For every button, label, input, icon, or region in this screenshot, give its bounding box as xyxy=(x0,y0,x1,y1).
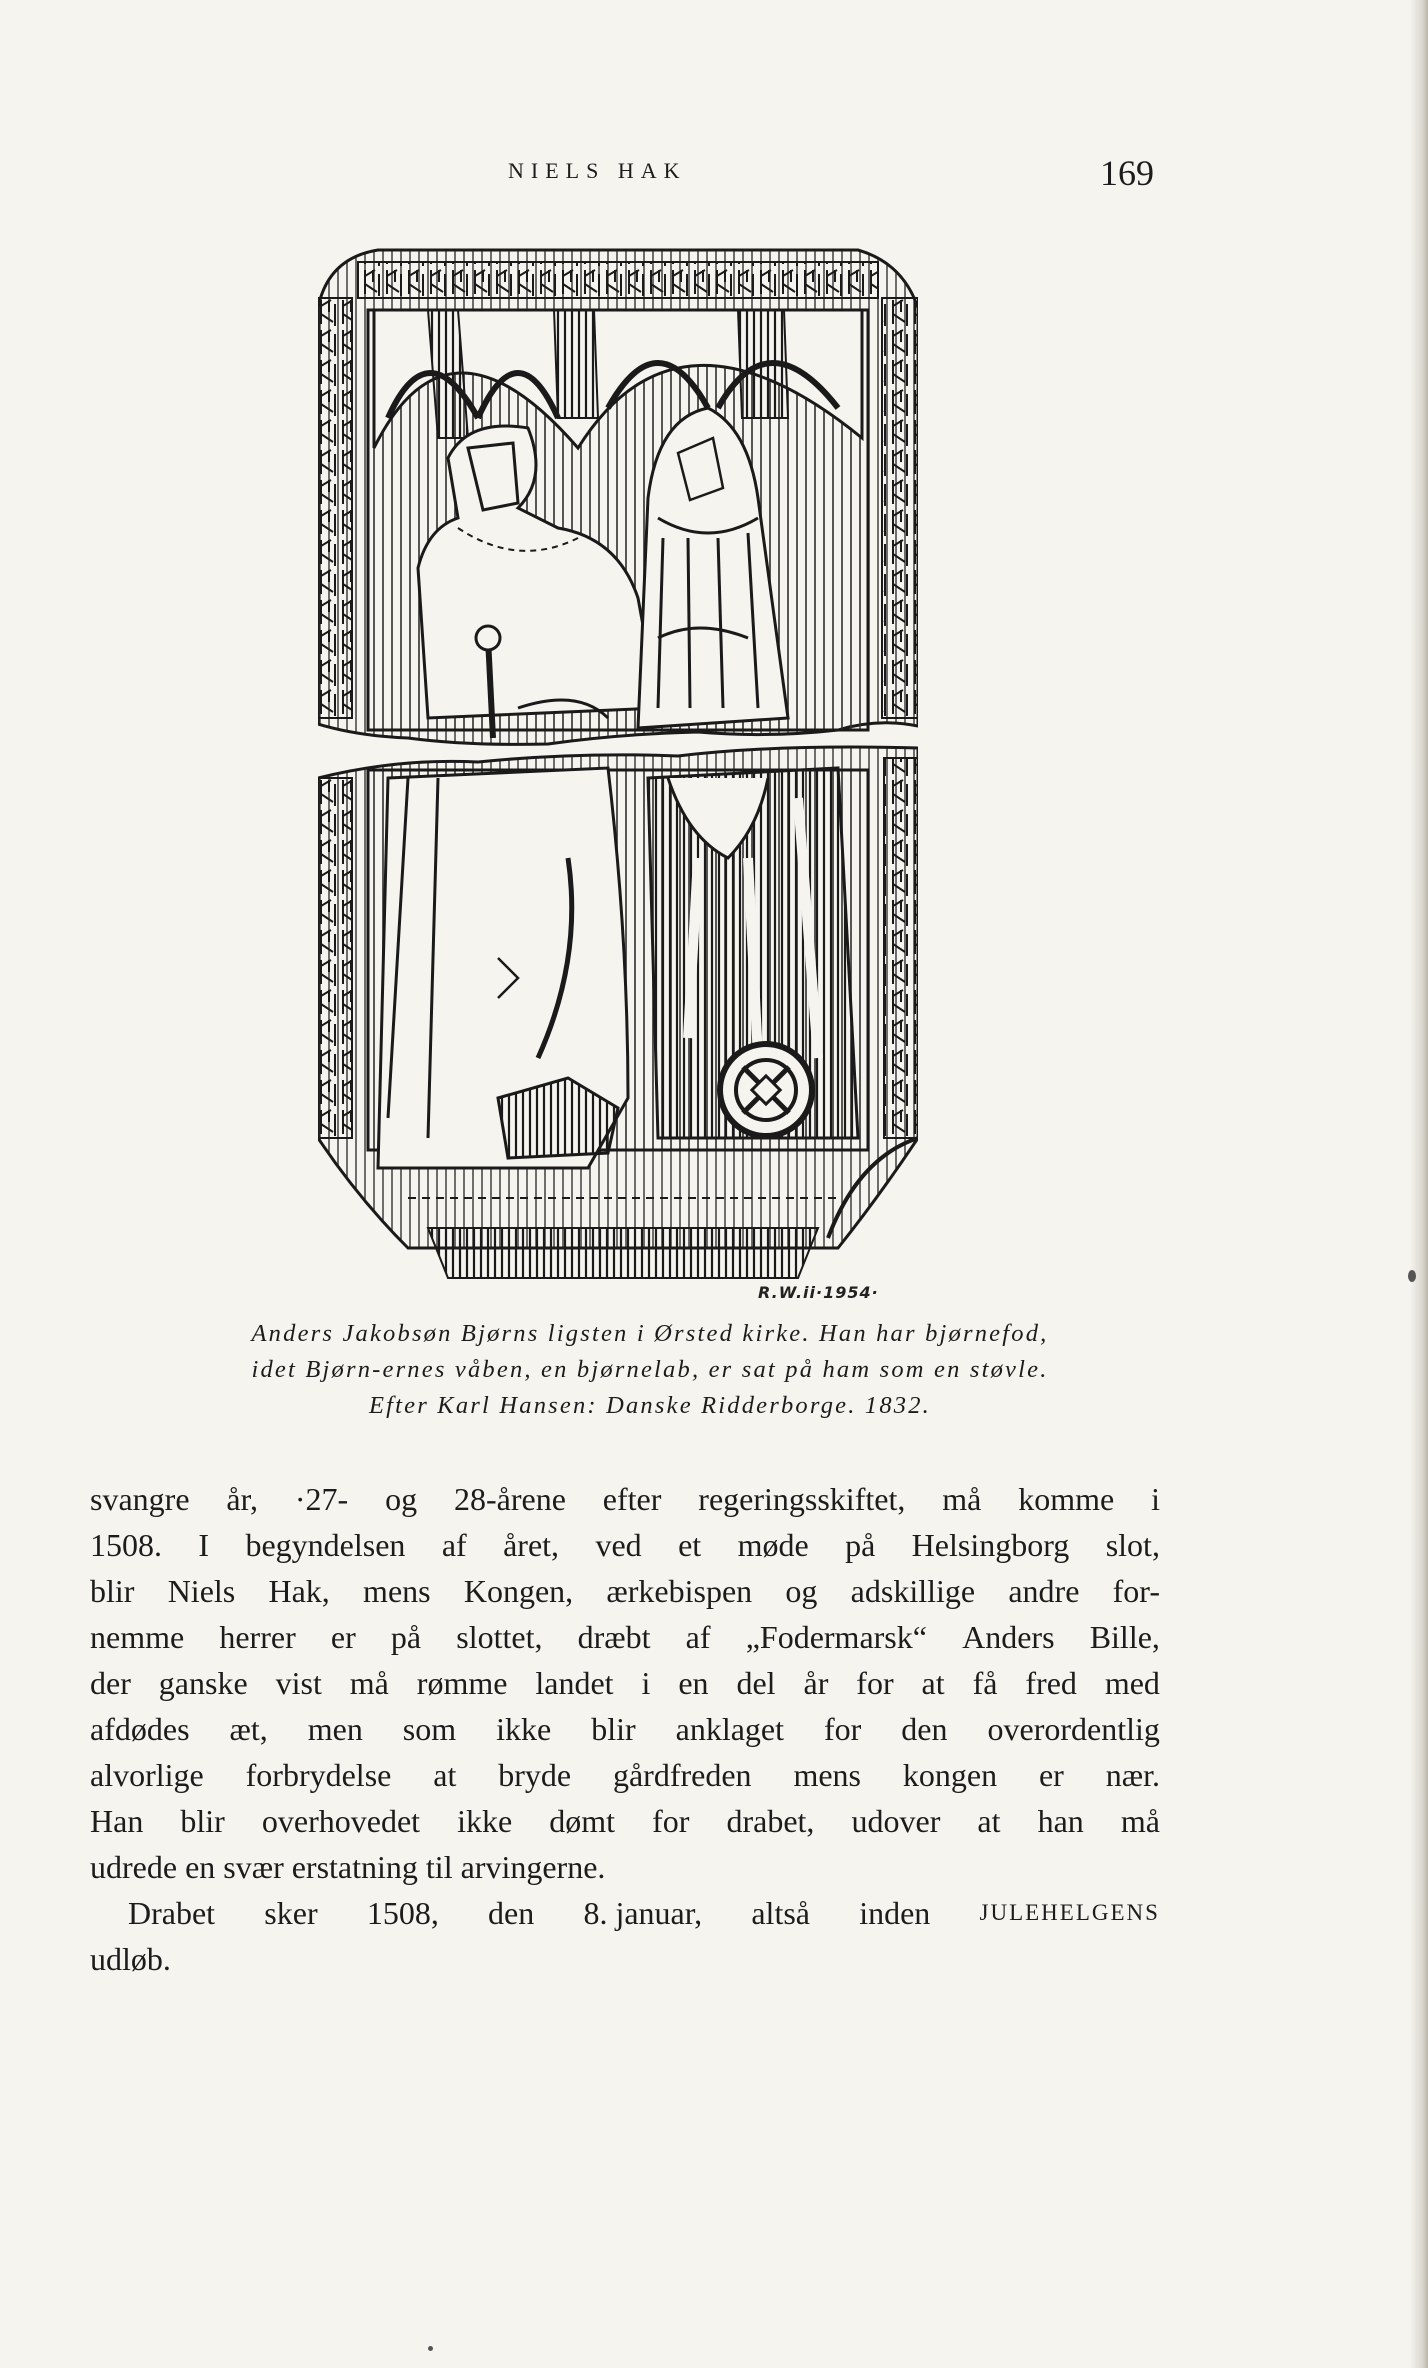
running-header xyxy=(0,153,1428,198)
body-line: nemme herrer er på slottet, dræbt af „Fodermarsk“ Anders Bille, xyxy=(90,1619,1160,1655)
caption-line: idet Bjørn-ernes våben, en bjørnelab, er sat på ham som en støvle. xyxy=(251,1356,1049,1383)
caption-line: Anders Jakobsøn Bjørns ligsten i Ørsted kirke. Han har bjørnefod, xyxy=(251,1320,1049,1347)
page-edge-shadow xyxy=(1410,0,1428,2368)
body-line: udløb. xyxy=(90,1941,171,1977)
running-title: NIELS HAK xyxy=(508,158,687,183)
caption-line: Efter Karl Hansen: Danske Ridderborge. 1832. xyxy=(368,1392,931,1419)
body-line: svangre år, ·27- og 28-årene efter regeringsskiftet, må komme i xyxy=(90,1481,1160,1517)
paper-speck xyxy=(428,2346,433,2351)
upper-fragment xyxy=(318,250,918,744)
tombstone-illustration xyxy=(318,238,918,1288)
figure-caption xyxy=(140,1316,1160,1424)
body-line: der ganske vist må rømme landet i en del år for at få fred med xyxy=(90,1665,1160,1701)
tombstone-drawing xyxy=(318,238,918,1288)
body-line: alvorlige forbrydelse at bryde gårdfreden mens kongen er nær. xyxy=(90,1757,1160,1793)
illustrator-signature: R.W.ii·1954· xyxy=(758,1283,879,1302)
paper-speck xyxy=(1408,1270,1416,1282)
body-line: Han blir overhovedet ikke dømt for drabet, udover at han må xyxy=(90,1803,1160,1839)
body-line: 1508. I begyndelsen af året, ved et møde på Helsingborg slot, xyxy=(90,1527,1160,1563)
body-line: Drabet sker 1508, den 8. januar, altså inden JULEHELGENS xyxy=(90,1890,1160,1936)
body-text xyxy=(90,1476,1160,1982)
body-line: udrede en svær erstatning til arvingerne. xyxy=(90,1849,606,1885)
body-line: afdødes æt, men som ikke blir anklaget for den overordentlig xyxy=(90,1711,1160,1747)
page-number: 169 xyxy=(1100,153,1154,193)
lower-fragment xyxy=(318,747,918,1278)
body-line: blir Niels Hak, mens Kongen, ærkebispen og adskillige andre for- xyxy=(90,1573,1160,1609)
smallcaps-term: JULEHELGENS xyxy=(979,1900,1160,1925)
